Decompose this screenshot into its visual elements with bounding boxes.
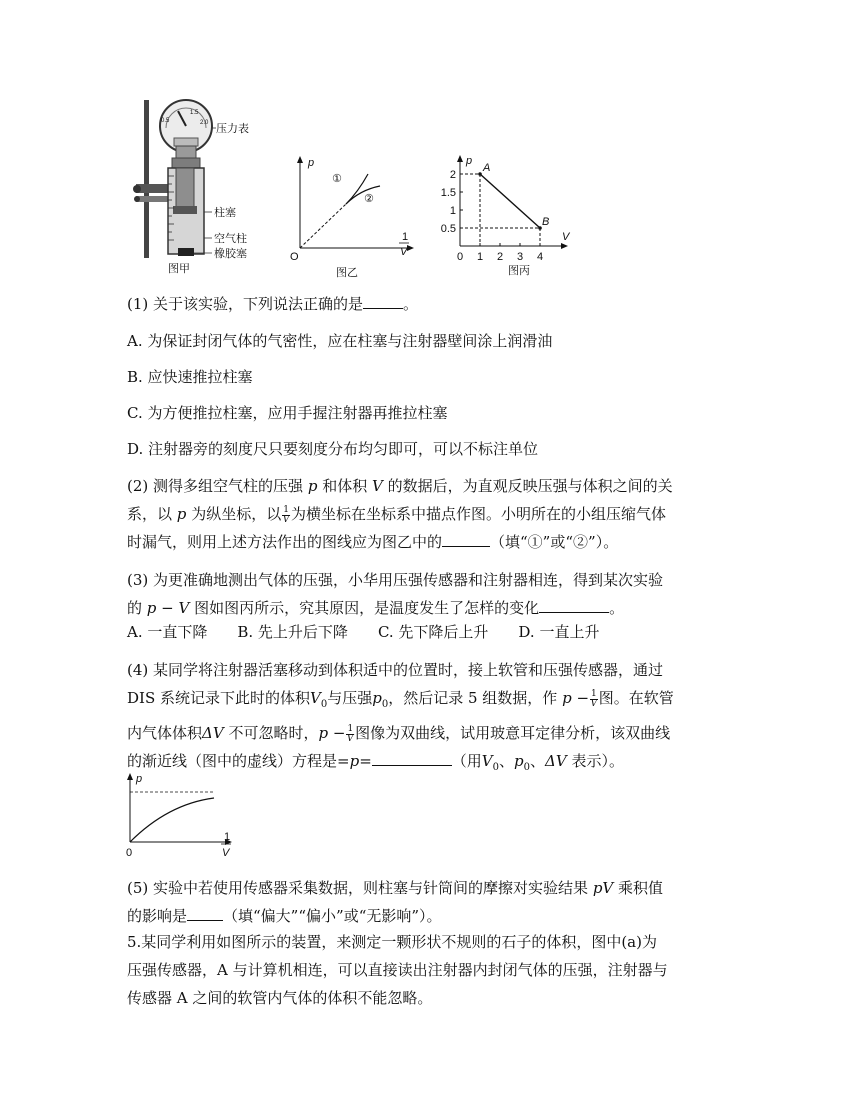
dashed-line bbox=[300, 204, 346, 248]
y-axis-label: p bbox=[308, 157, 315, 169]
q3-option-a: A. 一直下降 bbox=[127, 623, 208, 641]
label-rubber: 橡胶塞 bbox=[214, 248, 247, 260]
label-gauge: 压力表 bbox=[216, 123, 249, 135]
dial-label: 1.5 bbox=[190, 110, 199, 116]
q1-option-a: A. 为保证封闭气体的气密性，应在柱塞与注射器壁间涂上润滑油 bbox=[127, 332, 553, 350]
y-axis-arrow bbox=[127, 773, 133, 780]
hyperbola-curve bbox=[130, 798, 214, 842]
x-axis-label-num: 1 bbox=[224, 831, 231, 843]
curve-label-2: ② bbox=[364, 193, 374, 205]
x-tick-label: 3 bbox=[517, 251, 524, 263]
figure-caption: 图丙 bbox=[508, 265, 530, 277]
stand-pole bbox=[144, 100, 149, 258]
q3-option-d: D. 一直上升 bbox=[518, 623, 600, 641]
x-axis-arrow bbox=[561, 243, 568, 249]
origin-label: 0 bbox=[126, 847, 133, 859]
q3-option-b: B. 先上升后下降 bbox=[237, 623, 348, 641]
question-2: (2) 测得多组空气柱的压强 p 和体积 V 的数据后，为直观反映压强与体积之间的关 系，以 p 为纵坐标，以 $\frac{1}{V}$ 为横坐标在坐标系中描点作图。小明所在的小组压缩气体 时漏气，则用上述方法作出的图线应为图乙中的 （填“①”或“②”）。 bbox=[127, 477, 673, 551]
figure-bing bbox=[436, 150, 586, 278]
q1-stem: (1) 关于该实验，下列说法正确的是 bbox=[127, 295, 364, 313]
answer-blank[interactable] bbox=[442, 530, 490, 547]
figure-yi bbox=[288, 152, 418, 278]
y-tick-label: 2 bbox=[449, 169, 456, 181]
fraction-1-over-v: $\frac{1}{V}$ bbox=[282, 504, 290, 525]
dial-label: 0.5 bbox=[161, 118, 170, 124]
curve-2 bbox=[346, 186, 380, 204]
label-air-column: 空气柱 bbox=[214, 233, 247, 245]
label-plunger: 柱塞 bbox=[214, 207, 236, 219]
y-tick-label: 1 bbox=[449, 205, 456, 217]
rubber-stopper bbox=[178, 248, 194, 256]
x-axis-label-den: V bbox=[400, 246, 408, 258]
figure-caption: 图乙 bbox=[336, 267, 358, 278]
answer-blank[interactable] bbox=[363, 292, 403, 309]
x-axis-arrow bbox=[407, 245, 414, 251]
x-axis-label-den: V bbox=[222, 847, 230, 859]
curve-label-1: ① bbox=[332, 173, 342, 185]
answer-blank[interactable] bbox=[372, 749, 452, 766]
x-tick-label: 1 bbox=[477, 251, 484, 263]
q3-options bbox=[127, 618, 747, 646]
y-tick-label: 0.5 bbox=[440, 223, 456, 235]
question-4: (4) 某同学将注射器活塞移动到体积适中的位置时，接上软管和压强传感器，通过 DIS 系统记录下此时的体积$V_0$与压强$p_0$，然后记录 5 组数据，作 p − $\frac{1}{V}$ 图。在软管 内气体体积ΔV 不可忽略时，p − $\frac{1}{V}$ 图像为双曲线，试用玻意耳定律分析，该双曲线 的渐近线（图中的虚线）方程是=p= （用$V_0$、$p_0$、ΔV 表示）。 bbox=[127, 661, 674, 773]
x-tick-label: 4 bbox=[537, 251, 544, 263]
figure-jia bbox=[130, 98, 270, 278]
answer-blank[interactable] bbox=[187, 904, 223, 921]
q1-option-d: D. 注射器旁的刻度尺只要刻度分布均匀即可，可以不标注单位 bbox=[127, 440, 539, 458]
point-a bbox=[478, 172, 482, 176]
plunger bbox=[176, 168, 194, 208]
question-3: (3) 为更准确地测出气体的压强，小华用压强传感器和注射器相连，得到某次实验 的 p − V 图如图丙所示，究其原因，是温度发生了怎样的变化 。 bbox=[127, 571, 664, 617]
q3-option-c: C. 先下降后上升 bbox=[377, 623, 489, 641]
q1-option-c: C. 为方便推拉柱塞，应用手握注射器再推拉柱塞 bbox=[127, 404, 448, 422]
point-a-label: A bbox=[483, 162, 491, 174]
y-axis-arrow bbox=[457, 155, 463, 162]
x-tick-label: 2 bbox=[497, 251, 504, 263]
origin-label: O bbox=[290, 251, 299, 263]
answer-blank[interactable] bbox=[539, 596, 609, 613]
q1-option-b: B. 应快速推拉柱塞 bbox=[127, 368, 253, 386]
question-1: (1) 关于该实验，下列说法正确的是 。 bbox=[127, 290, 747, 318]
problem-5: 5.某同学利用如图所示的装置，来测定一颗形状不规则的石子的体积，图中(a)为 压强传感器，A 与计算机相连，可以直接读出注射器内封闭气体的压强，注射器与 传感器 A 之间的软管内气体的体积不能忽略。 bbox=[127, 933, 668, 1007]
figure-caption: 图甲 bbox=[168, 263, 190, 275]
x-axis-label: V bbox=[562, 231, 570, 243]
question-5: (5) 实验中若使用传感器采集数据，则柱塞与针筒间的摩擦对实验结果 pV 乘积值 的影响是 （填“偏大”“偏小”或“无影响”）。 bbox=[127, 879, 664, 925]
q4-graph bbox=[118, 770, 238, 860]
y-axis-arrow bbox=[297, 156, 303, 163]
point-b-label: B bbox=[542, 216, 550, 228]
pv-chart bbox=[441, 155, 571, 263]
line-ab bbox=[480, 174, 540, 228]
x-tick-label: 0 bbox=[457, 251, 464, 263]
y-axis-label: p bbox=[466, 155, 473, 167]
dial-label: 2.0 bbox=[200, 120, 209, 126]
y-axis-label: p bbox=[136, 773, 143, 785]
y-tick-label: 1.5 bbox=[440, 187, 456, 199]
x-axis-label-num: 1 bbox=[402, 231, 409, 243]
